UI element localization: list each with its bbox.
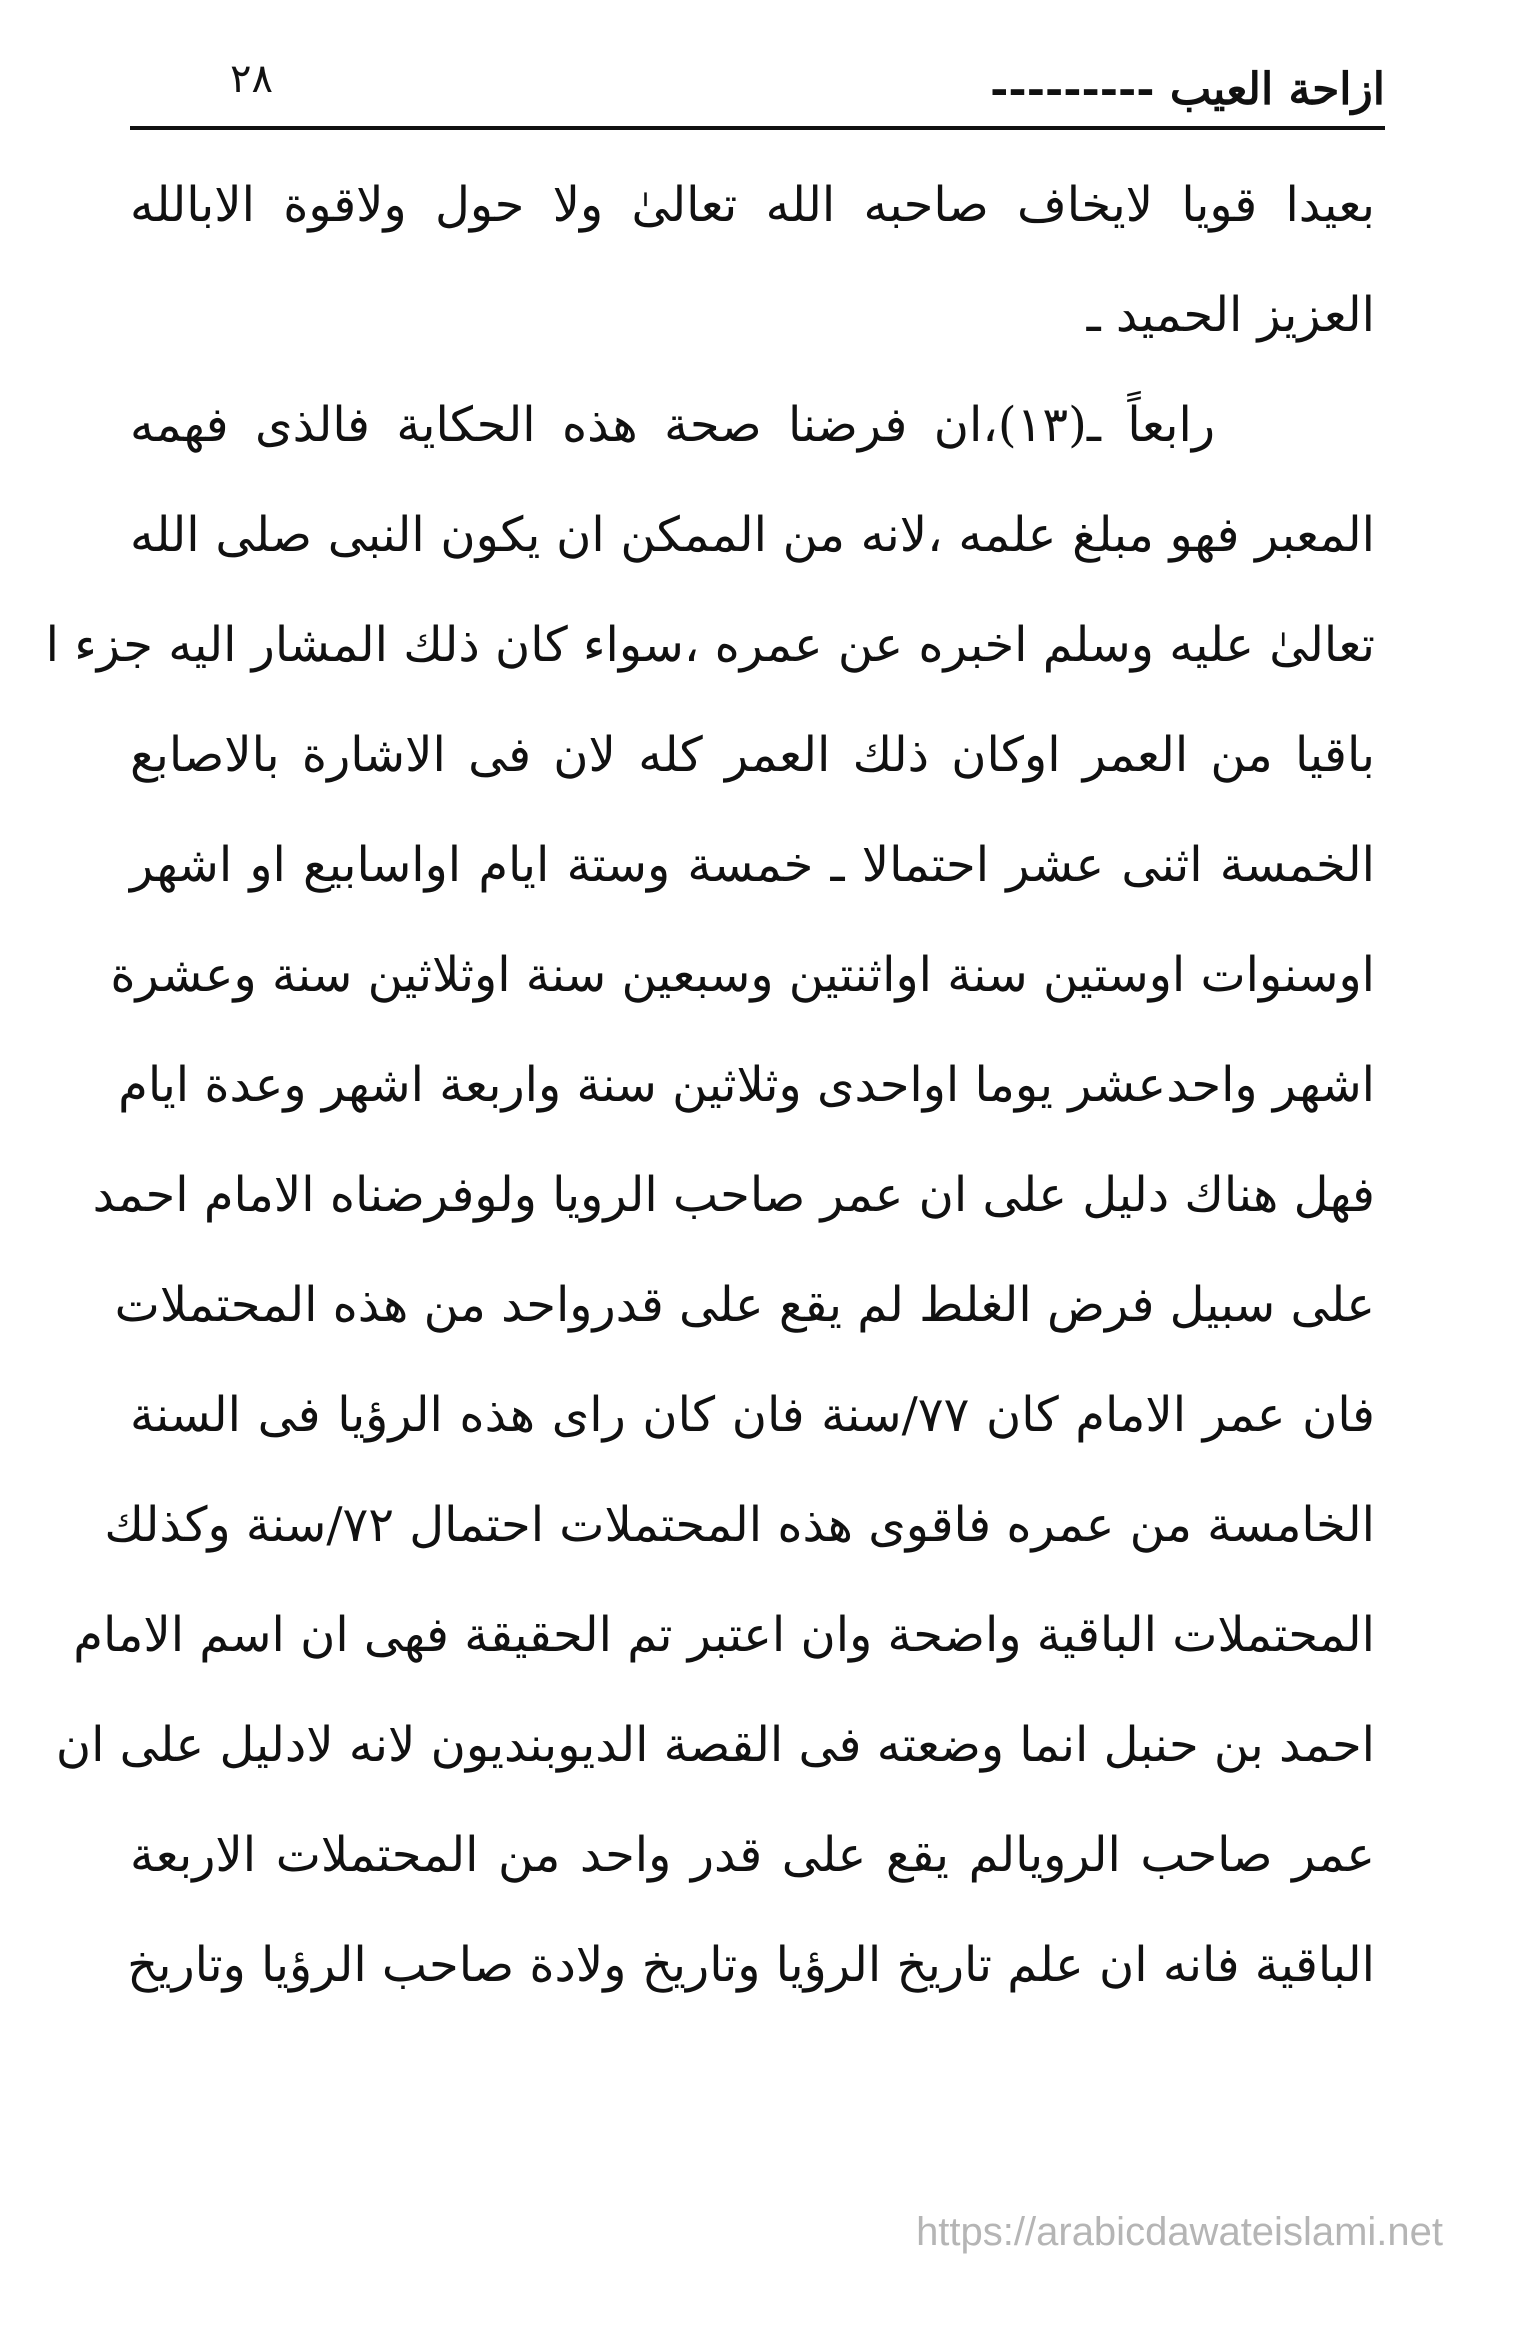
page-number: ٢٨ [230, 56, 273, 102]
text-line: الخامسة من عمره فاقوى هذه المحتملات احتمال ٧٢/سنة وكذلك [104, 1497, 1375, 1553]
text-line: بعيدا قويا لايخاف صاحبه الله تعالىٰ ولا حول ولاقوة الابالله [130, 177, 1375, 233]
text-line: فهل هناك دليل على ان عمر صاحب الرويا ولوفرضناه الامام احمد [92, 1167, 1375, 1223]
text-line: تعالىٰ عليه وسلم اخبره عن عمره ،سواء كان ذلك المشار اليه جزء ا [45, 617, 1375, 673]
text-line: رابعاً ـ(١٣)،ان فرضنا صحة هذه الحكاية فالذى فهمه [130, 397, 1216, 453]
running-title: ازاحة العيب --------- [990, 64, 1385, 115]
text-line: احمد بن حنبل انما وضعته فى القصة الديوبنديون لانه لادليل على ان [55, 1717, 1375, 1773]
text-line: باقيا من العمر اوكان ذلك العمر كله لان فى الاشارة بالاصابع [130, 727, 1375, 783]
text-line: على سبيل فرض الغلط لم يقع على قدرواحد من هذه المحتملات [114, 1277, 1375, 1333]
header-rule [130, 126, 1385, 130]
text-line: المحتملات الباقية واضحة وان اعتبر تم الحقيقة فهى ان اسم الامام [73, 1607, 1375, 1663]
watermark-url: https://arabicdawateislami.net [916, 2210, 1443, 2254]
text-line: العزيز الحميد ـ [1086, 287, 1375, 343]
text-line: عمر صاحب الرويالم يقع على قدر واحد من المحتملات الاربعة [130, 1827, 1375, 1883]
text-line: فان عمر الامام كان ٧٧/سنة فان كان راى هذه الرؤيا فى السنة [130, 1387, 1375, 1443]
body-text [45, 150, 1375, 2020]
text-line: الخمسة اثنى عشر احتمالا ـ خمسة وستة ايام اواسابيع او اشهر [130, 837, 1375, 893]
page-header [130, 50, 1385, 130]
text-line: اشهر واحدعشر يوما اواحدى وثلاثين سنة واربعة اشهر وعدة ايام [118, 1057, 1375, 1113]
text-line: المعبر فهو مبلغ علمه ،لانه من الممكن ان يكون النبى صلى الله [130, 507, 1375, 563]
text-line: اوسنوات اوستين سنة اواثنتين وسبعين سنة اوثلاثين سنة وعشرة [110, 947, 1375, 1003]
text-line: الباقية فانه ان علم تاريخ الرؤيا وتاريخ ولادة صاحب الرؤيا وتاريخ [127, 1937, 1375, 1993]
